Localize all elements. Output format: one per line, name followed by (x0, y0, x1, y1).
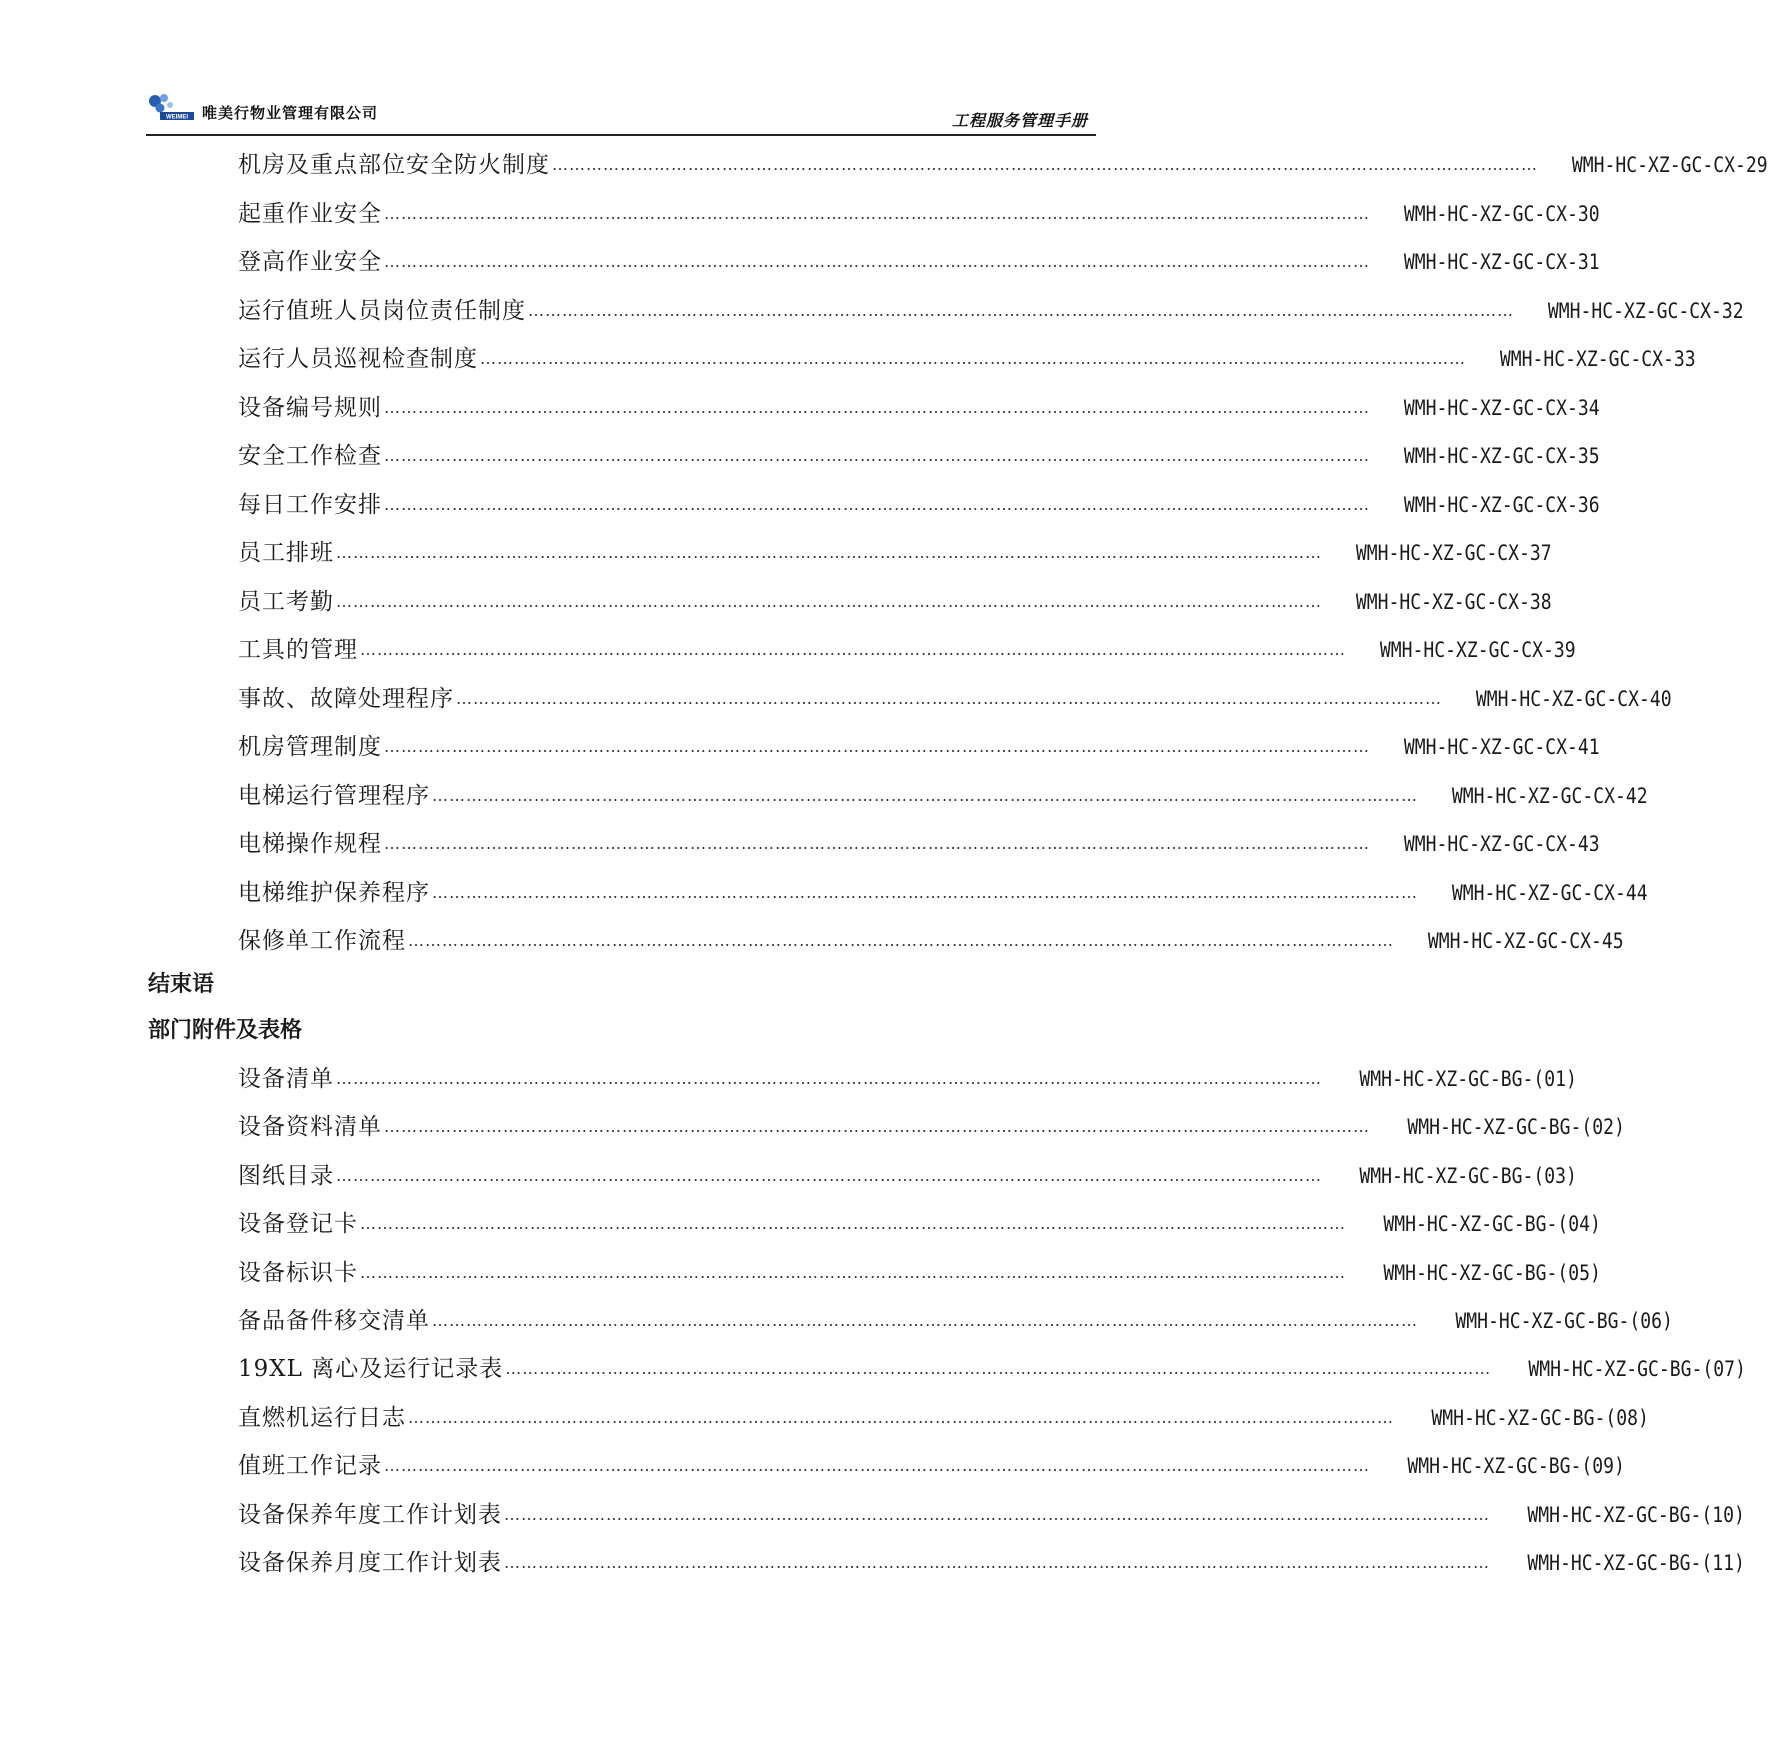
toc-leader-dots: ………………………………………………………………………………………………………………………………………………………… (456, 689, 1442, 708)
toc-entry (238, 1108, 1625, 1142)
toc-entry (238, 1399, 1649, 1433)
toc-leader-dots: ………………………………………………………………………………………………………………………………………………………… (480, 349, 1466, 368)
toc-leader-dots: ………………………………………………………………………………………………………………………………………………………… (408, 931, 1394, 950)
toc-entry-title: 运行人员巡视检查制度 (238, 346, 478, 372)
toc-entry-code: WMH-HC-XZ-GC-BG-(01) (1359, 1067, 1577, 1091)
toc-entry-title: 员工考勤 (238, 589, 334, 615)
toc-entry-title: 设备登记卡 (238, 1211, 358, 1237)
toc-entry (238, 1205, 1601, 1239)
toc-entry-code: WMH-HC-XZ-GC-BG-(04) (1383, 1212, 1601, 1236)
toc-leader-dots: ………………………………………………………………………………………………………………………………………………………… (384, 1117, 1370, 1136)
toc-leader-dots: ………………………………………………………………………………………………………………………………………………………… (336, 1069, 1322, 1088)
company-name: 唯美行物业管理有限公司 (202, 104, 379, 122)
toc-entry-title: 值班工作记录 (238, 1453, 382, 1479)
toc-entry-title: 机房管理制度 (238, 734, 382, 760)
toc-entry-title: 员工排班 (238, 540, 334, 566)
toc-leader-dots: ………………………………………………………………………………………………………………………………………………………… (384, 737, 1370, 756)
toc-entry-title: 机房及重点部位安全防火制度 (238, 152, 550, 178)
toc-entry-title: 设备保养年度工作计划表 (238, 1502, 502, 1528)
toc-entry (238, 243, 1600, 277)
toc-leader-dots: ………………………………………………………………………………………………………………………………………………………… (384, 204, 1370, 223)
toc-entry-title: 运行值班人员岗位责任制度 (238, 298, 526, 324)
toc-leader-dots: ………………………………………………………………………………………………………………………………………………………… (504, 1553, 1490, 1572)
toc-entry-title: 设备编号规则 (238, 395, 382, 421)
toc-entry-code: WMH-HC-XZ-GC-CX-32 (1547, 299, 1744, 323)
toc-entry-code: WMH-HC-XZ-GC-CX-34 (1403, 396, 1600, 420)
toc-entry-code: WMH-HC-XZ-GC-CX-36 (1403, 493, 1600, 517)
toc-entry (238, 437, 1600, 471)
toc-entry (238, 922, 1624, 956)
toc-entry-code: WMH-HC-XZ-GC-CX-38 (1355, 590, 1552, 614)
toc-leader-dots: ………………………………………………………………………………………………………………………………………………………… (384, 834, 1370, 853)
toc-leader-dots: ………………………………………………………………………………………………………………………………………………………… (384, 1456, 1370, 1475)
toc-entry-title: 设备清单 (238, 1066, 334, 1092)
toc-leader-dots: ………………………………………………………………………………………………………………………………………………………… (504, 1505, 1490, 1524)
company-logo-icon (146, 92, 198, 122)
page-header (146, 92, 1096, 136)
toc-entry-title: 工具的管理 (238, 637, 358, 663)
toc-entry (238, 1447, 1625, 1481)
toc-entry-code: WMH-HC-XZ-GC-BG-(08) (1431, 1406, 1649, 1430)
toc-entry-code: WMH-HC-XZ-GC-BG-(10) (1527, 1503, 1745, 1527)
toc-entry-title: 直燃机运行日志 (238, 1405, 406, 1431)
toc-entry (238, 292, 1744, 326)
toc-entry-title: 设备保养月度工作计划表 (238, 1550, 502, 1576)
toc-entry-code: WMH-HC-XZ-GC-CX-30 (1403, 202, 1600, 226)
toc-entry (238, 1496, 1745, 1530)
toc-entry-code: WMH-HC-XZ-GC-BG-(03) (1359, 1164, 1577, 1188)
toc-entry (238, 1350, 1747, 1384)
toc-entry-title: 每日工作安排 (238, 492, 382, 518)
toc-entry (238, 389, 1600, 423)
toc-entry-code: WMH-HC-XZ-GC-CX-44 (1451, 881, 1648, 905)
toc-entry (238, 631, 1576, 665)
toc-entry-title: 电梯维护保养程序 (238, 880, 430, 906)
toc-leader-dots: ………………………………………………………………………………………………………………………………………………………… (505, 1359, 1492, 1378)
toc-entry (238, 1157, 1577, 1191)
toc-leader-dots: ………………………………………………………………………………………………………………………………………………………… (408, 1408, 1394, 1427)
toc-leader-dots: ………………………………………………………………………………………………………………………………………………………… (528, 301, 1514, 320)
toc-leader-dots: ………………………………………………………………………………………………………………………………………………………… (552, 155, 1538, 174)
toc-entry-title: 起重作业安全 (238, 201, 382, 227)
toc-entry (238, 195, 1600, 229)
toc-entry-code: WMH-HC-XZ-GC-CX-31 (1403, 250, 1600, 274)
toc-entry (238, 340, 1696, 374)
toc-entry-code: WMH-HC-XZ-GC-CX-33 (1499, 347, 1696, 371)
toc-entry-code: WMH-HC-XZ-GC-CX-35 (1403, 444, 1600, 468)
toc-leader-dots: ………………………………………………………………………………………………………………………………………………………… (432, 883, 1418, 902)
section-heading-closing: 结束语 (148, 972, 215, 997)
toc-entry (238, 486, 1600, 520)
toc-leader-dots: ………………………………………………………………………………………………………………………………………………………… (432, 1311, 1418, 1330)
toc-entry (238, 1060, 1577, 1094)
toc-entry-code: WMH-HC-XZ-GC-BG-(05) (1383, 1261, 1601, 1285)
toc-entry-code: WMH-HC-XZ-GC-CX-39 (1379, 638, 1576, 662)
toc-entry-code: WMH-HC-XZ-GC-CX-45 (1427, 929, 1624, 953)
toc-entry-title: 事故、故障处理程序 (238, 686, 454, 712)
toc-entry (238, 777, 1648, 811)
toc-entry (238, 680, 1672, 714)
toc-entry-code: WMH-HC-XZ-GC-CX-43 (1403, 832, 1600, 856)
toc-entry (238, 874, 1648, 908)
toc-leader-dots: ………………………………………………………………………………………………………………………………………………………… (336, 592, 1322, 611)
toc-entry-title: 设备资料清单 (238, 1114, 382, 1140)
toc-leader-dots: ………………………………………………………………………………………………………………………………………………………… (360, 1214, 1346, 1233)
toc-entry-code: WMH-HC-XZ-GC-CX-29 (1571, 153, 1768, 177)
toc-entry-title: 登高作业安全 (238, 249, 382, 275)
toc-leader-dots: ………………………………………………………………………………………………………………………………………………………… (336, 543, 1322, 562)
logo-text: WEIMEI (166, 114, 188, 121)
toc-leader-dots: ………………………………………………………………………………………………………………………………………………………… (360, 640, 1346, 659)
toc-entry-code: WMH-HC-XZ-GC-CX-40 (1475, 687, 1672, 711)
section-heading-attachments: 部门附件及表格 (148, 1018, 303, 1043)
toc-entry (238, 1544, 1745, 1578)
toc-entry-code: WMH-HC-XZ-GC-BG-(06) (1455, 1309, 1673, 1333)
toc-entry-code: WMH-HC-XZ-GC-BG-(07) (1528, 1357, 1747, 1381)
toc-leader-dots: ………………………………………………………………………………………………………………………………………………………… (384, 252, 1370, 271)
toc-entry-title: 保修单工作流程 (238, 928, 406, 954)
toc-entry-code: WMH-HC-XZ-GC-CX-41 (1403, 735, 1600, 759)
toc-entry (238, 146, 1768, 180)
toc-entry (238, 1254, 1601, 1288)
manual-title: 工程服务管理手册 (951, 111, 1088, 130)
toc-entry (238, 825, 1600, 859)
toc-entry (238, 728, 1600, 762)
toc-leader-dots: ………………………………………………………………………………………………………………………………………………………… (432, 786, 1418, 805)
toc-entry-title: 备品备件移交清单 (238, 1308, 430, 1334)
toc-entry-title: 图纸目录 (238, 1163, 334, 1189)
toc-entry-code: WMH-HC-XZ-GC-BG-(09) (1407, 1454, 1625, 1478)
toc-entry (238, 1302, 1673, 1336)
toc-entry-title: 电梯操作规程 (238, 831, 382, 857)
toc-entry-title: 设备标识卡 (238, 1260, 358, 1286)
toc-leader-dots: ………………………………………………………………………………………………………………………………………………………… (336, 1166, 1322, 1185)
toc-leader-dots: ………………………………………………………………………………………………………………………………………………………… (384, 446, 1370, 465)
toc-entry-code: WMH-HC-XZ-GC-CX-37 (1355, 541, 1552, 565)
toc-leader-dots: ………………………………………………………………………………………………………………………………………………………… (384, 495, 1370, 514)
toc-leader-dots: ………………………………………………………………………………………………………………………………………………………… (360, 1263, 1346, 1282)
toc-leader-dots: ………………………………………………………………………………………………………………………………………………………… (384, 398, 1370, 417)
toc-entry-code: WMH-HC-XZ-GC-BG-(02) (1407, 1115, 1625, 1139)
toc-entry (238, 583, 1552, 617)
toc-entry-title: 电梯运行管理程序 (238, 783, 430, 809)
toc-entry-title: 安全工作检查 (238, 443, 382, 469)
toc-entry-code: WMH-HC-XZ-GC-BG-(11) (1527, 1551, 1745, 1575)
toc-entry (238, 534, 1552, 568)
toc-entry-title: 19XL 离心及运行记录表 (238, 1356, 504, 1382)
toc-entry-code: WMH-HC-XZ-GC-CX-42 (1451, 784, 1648, 808)
